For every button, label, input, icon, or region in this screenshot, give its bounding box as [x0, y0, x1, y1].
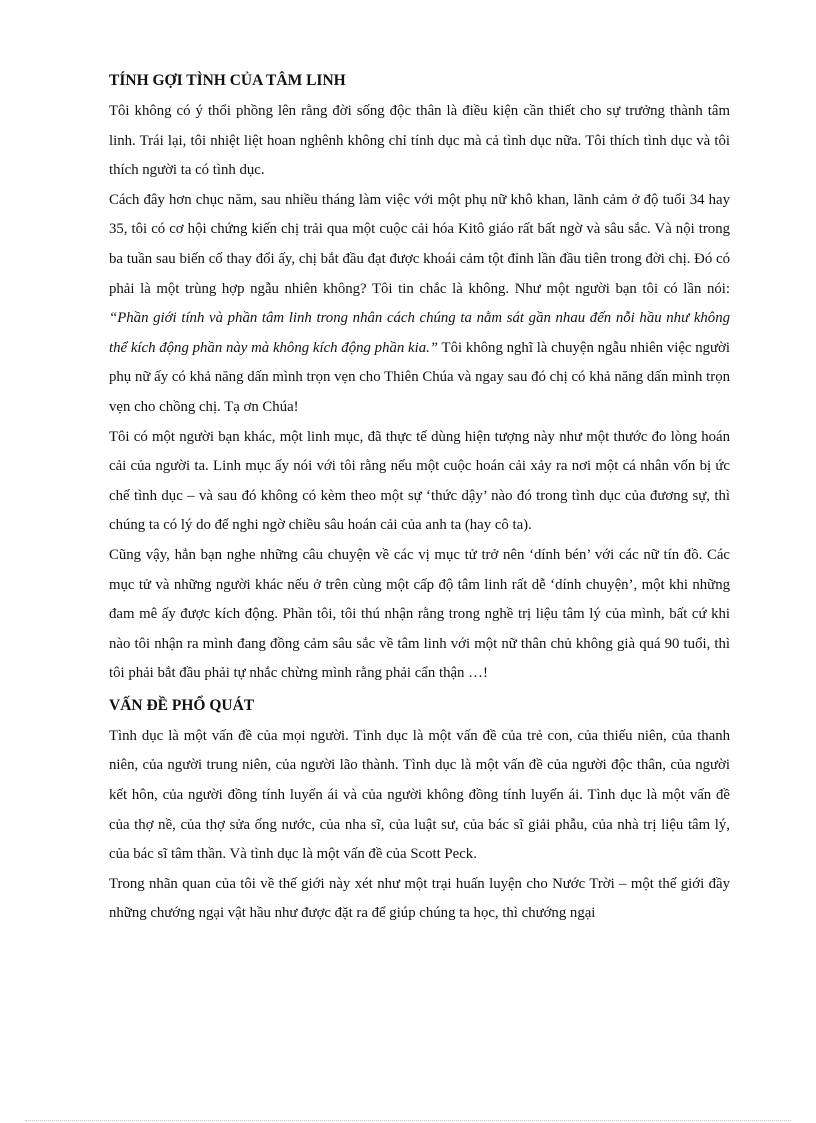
- page-bottom-divider: [25, 1120, 791, 1121]
- paragraph: Tôi có một người bạn khác, một linh mục, đã thực tế dùng hiện tượng này như một thước đo lòng hoán cải của người ta. Linh mục ấy nói với tôi rằng nếu một cuộc hoán cải xảy ra nơi một cá nhân vốn bị ức chế tình dục – và sau đó không có kèm theo một sự ‘thức dậy’ nào đó trong tình dục của đương sự, thì chúng ta có lý do để nghi ngờ chiều sâu hoán cải của anh ta (hay cô ta).: [109, 428, 730, 534]
- quoted-text: “Phần giới tính và phần tâm linh trong nhân cách chúng ta nằm sát gần nhau đến nỗi hầu như không thể kích động phần này mà không kích động phần kia.”: [109, 310, 730, 356]
- page-content: [109, 70, 730, 929]
- section-heading-spirituality: TÍNH GỢI TÌNH CỦA TÂM LINH: [109, 72, 346, 89]
- paragraph-with-quote: [109, 186, 730, 423]
- paragraph: Tình dục là một vấn đề của mọi người. Tình dục là một vấn đề của trẻ con, của thiếu niên, của thanh niên, của người trung niên, của người lão thành. Tình dục là một vấn đề của người độc thân, của người kết hôn, của người đồng tính luyến ái và của người không đồng tính luyến ái. Tình dục là một vấn đề của thợ nề, của thợ sửa ống nước, của nha sĩ, của luật sư, của bác sĩ giải phẫu, của nhà trị liệu tâm lý, của bác sĩ tâm thần. Và tình dục là một vấn đề của Scott Peck.: [109, 727, 730, 863]
- paragraph: Tôi không có ý thổi phồng lên rằng đời sống độc thân là điều kiện cần thiết cho sự trưởng thành tâm linh. Trái lại, tôi nhiệt liệt hoan nghênh không chỉ tính dục mà cả tình dục nữa. Tôi thích tình dục và tôi thích người ta có tình dục.: [109, 103, 730, 179]
- paragraph-text: Tôi không nghĩ là chuyện ngẫu nhiên việc người phụ nữ ấy có khả năng dấn mình trọn vẹn cho Thiên Chúa và ngay sau đó chị có khả năng dấn mình trọn vẹn cho chồng chị. Tạ ơn Chúa!: [109, 339, 730, 415]
- paragraph: Cũng vậy, hẳn bạn nghe những câu chuyện về các vị mục tử trở nên ‘dính bén’ với các nữ tín đồ. Các mục tử và những người khác nếu ở trên cùng một cấp độ tâm linh rất dễ ‘dính chuyện’, một khi những đam mê ấy được kích động. Phần tôi, tôi thú nhận rằng trong nghề trị liệu tâm lý của mình, bất cứ khi nào tôi nhận ra mình đang đồng cảm sâu sắc về tâm linh với một nữ thân chủ không già quá 90 tuổi, thì tôi phải bắt đầu phải tự nhắc chừng mình rằng phải cẩn thận …!: [109, 546, 730, 682]
- paragraph: Trong nhãn quan của tôi về thế giới này xét như một trại huấn luyện cho Nước Trời – một thế giới đầy những chướng ngại vật hầu như được đặt ra để giúp chúng ta học, thì chướng ngại: [109, 875, 730, 922]
- section-heading-universal: VẤN ĐỀ PHỔ QUÁT: [109, 696, 255, 714]
- paragraph-text: Cách đây hơn chục năm, sau nhiều tháng làm việc với một phụ nữ khô khan, lãnh cảm ở độ tuổi 34 hay 35, tôi có cơ hội chứng kiến chị trải qua một cuộc cải hóa Kitô giáo rất bất ngờ và sâu sắc. Và nội trong ba tuần sau biến cố thay đổi ấy, chị bắt đầu đạt được khoái cảm tột đỉnh lần đầu tiên trong đời chị. Đó có phải là một trùng hợp ngẫu nhiên không? Tôi tin chắc là không. Như một người bạn tôi có lần nói:: [109, 191, 730, 297]
